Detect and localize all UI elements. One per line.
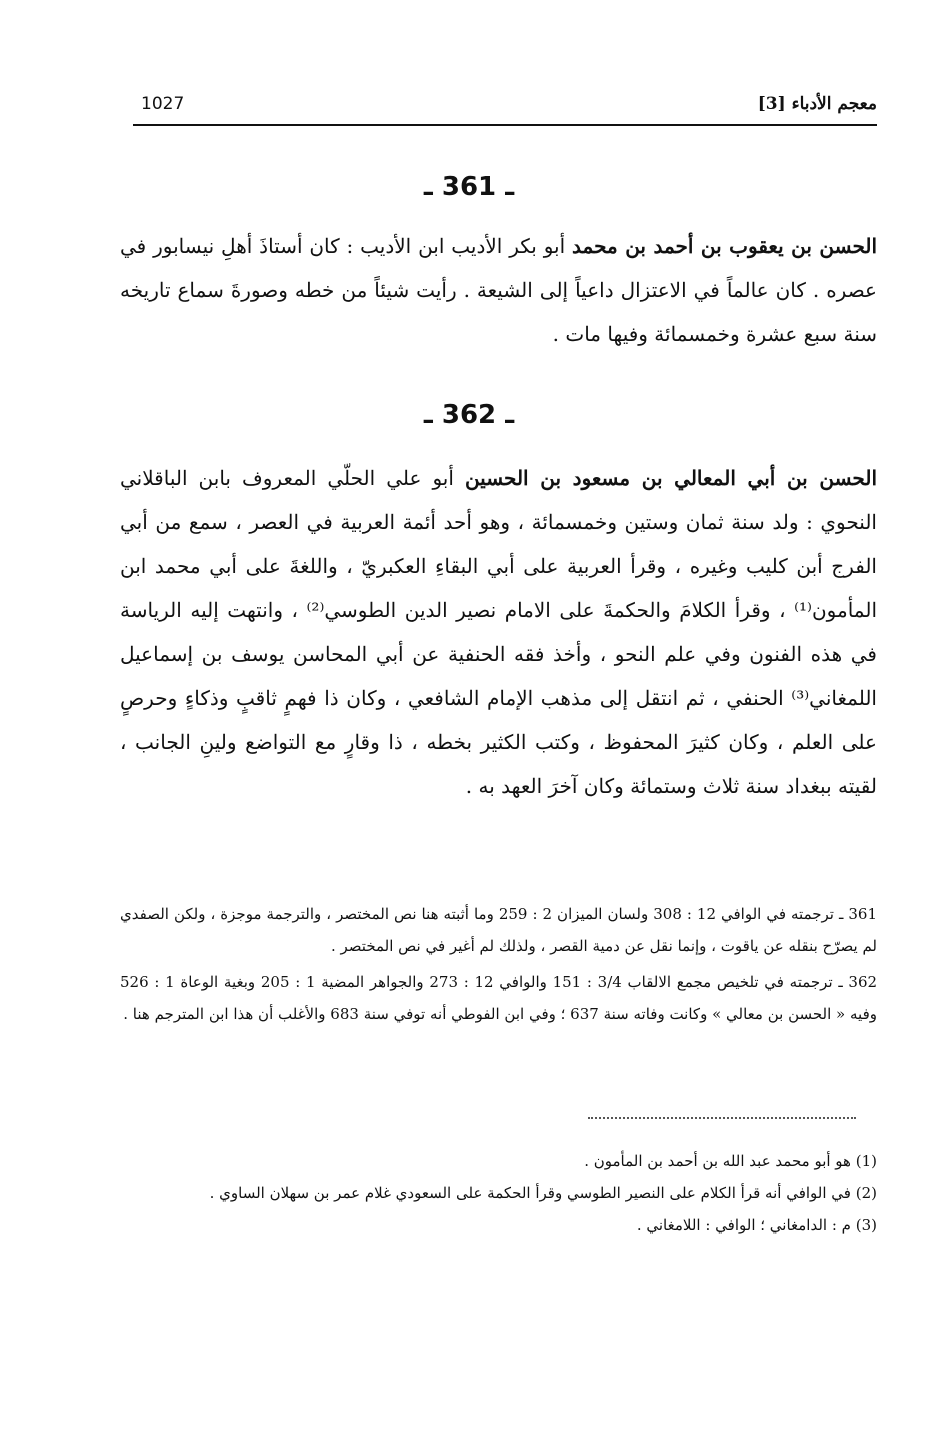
footnote-3: (3) م : الدامغاني ؛ الوافي : اللامغاني . [636, 1216, 877, 1234]
entry-number-361: ـ 361 ـ [423, 172, 515, 202]
page-header [133, 88, 877, 126]
entry-body-361: أبو بكر الأديب ابن الأديب : كان أستاذَ أهلِ نيسابور في عصره . كان عالماً في الاعتزال داعياً إلى الشيعة . رأيت شيئاً من خطه وصورةَ سماع تاريخه سنة سبع عشرة وخمسمائة وفيها مات . [120, 234, 877, 346]
source-note-361: 361 ـ ترجمته في الوافي 12 : 308 ولسان الميزان 2 : 259 وما أثبته هنا نص المختصر ، والترجمة موجزة ، ولكن الصفدي لم يصرّح بنقله عن ياقوت ، وإنما نقل عن دمية القصر ، ولذلك لم أغير في نص المختصر . [120, 905, 877, 955]
entry-text-362 [120, 456, 877, 808]
footnotes [120, 1146, 877, 1242]
entry-name-361: الحسن بن يعقوب بن أحمد بن محمد [572, 234, 878, 258]
book-title: معجم الأدباء [3] [757, 94, 877, 114]
entry-body-362: أبو علي الحلّي المعروف بابن الباقلاني النحوي : ولد سنة ثمان وستين وخمسمائة ، وهو أحد أئمة العربية في العصر ، سمع من أبي الفرج أبن كليب وغيره ، وقرأ العربية على أبي البقاءِ العكبريّ ، واللغةَ على أبي محمد ابن المأمون⁽¹⁾ ، وقرأ الكلامَ والحكمةَ على الامام نصير الدين الطوسي⁽²⁾ ، وانتهت إليه الرياسة في هذه الفنون وفي علم النحو ، وأخذ فقه الحنفية عن أبي المحاسن يوسف بن إسماعيل اللمغاني⁽³⁾ الحنفي ، ثم انتقل إلى مذهب الإمام الشافعي ، وكان ذا فهمٍ ثاقبٍ وذكاءٍ وحرصٍ على العلم ، وكان كثيرَ المحفوظ ، وكتب الكثير بخطه ، ذا وقارٍ مع التواضع ولينِ الجانب ، لقيته ببغداد سنة ثلاث وستمائة وكان آخرَ العهد به . [120, 466, 877, 798]
footnote-separator [588, 1117, 856, 1119]
page-number: 1027 [141, 94, 185, 114]
sources-notes [120, 898, 877, 1034]
footnote-1: (1) هو أبو محمد عبد الله بن أحمد بن المأمون . [584, 1152, 877, 1170]
footnote-2: (2) في الوافي أنه قرأ الكلام على النصير الطوسي وقرأ الحكمة على السعودي غلام عمر بن سهلان الساوي . [209, 1184, 877, 1202]
entry-text-361 [120, 224, 877, 356]
entry-number-362: ـ 362 ـ [423, 400, 515, 430]
entry-name-362: الحسن بن أبي المعالي بن مسعود بن الحسين [464, 466, 877, 490]
source-note-362: 362 ـ ترجمته في تلخيص مجمع الالقاب 3/4 : 151 والوافي 12 : 273 والجواهر المضية 1 : 205 وبغية الوعاة 1 : 526 وفيه « الحسن بن معالي » وكانت وفاته سنة 637 ؛ وفي ابن الفوطي أنه توفي سنة 683 والأغلب أن هذا ابن المترجم هنا . [120, 973, 878, 1023]
